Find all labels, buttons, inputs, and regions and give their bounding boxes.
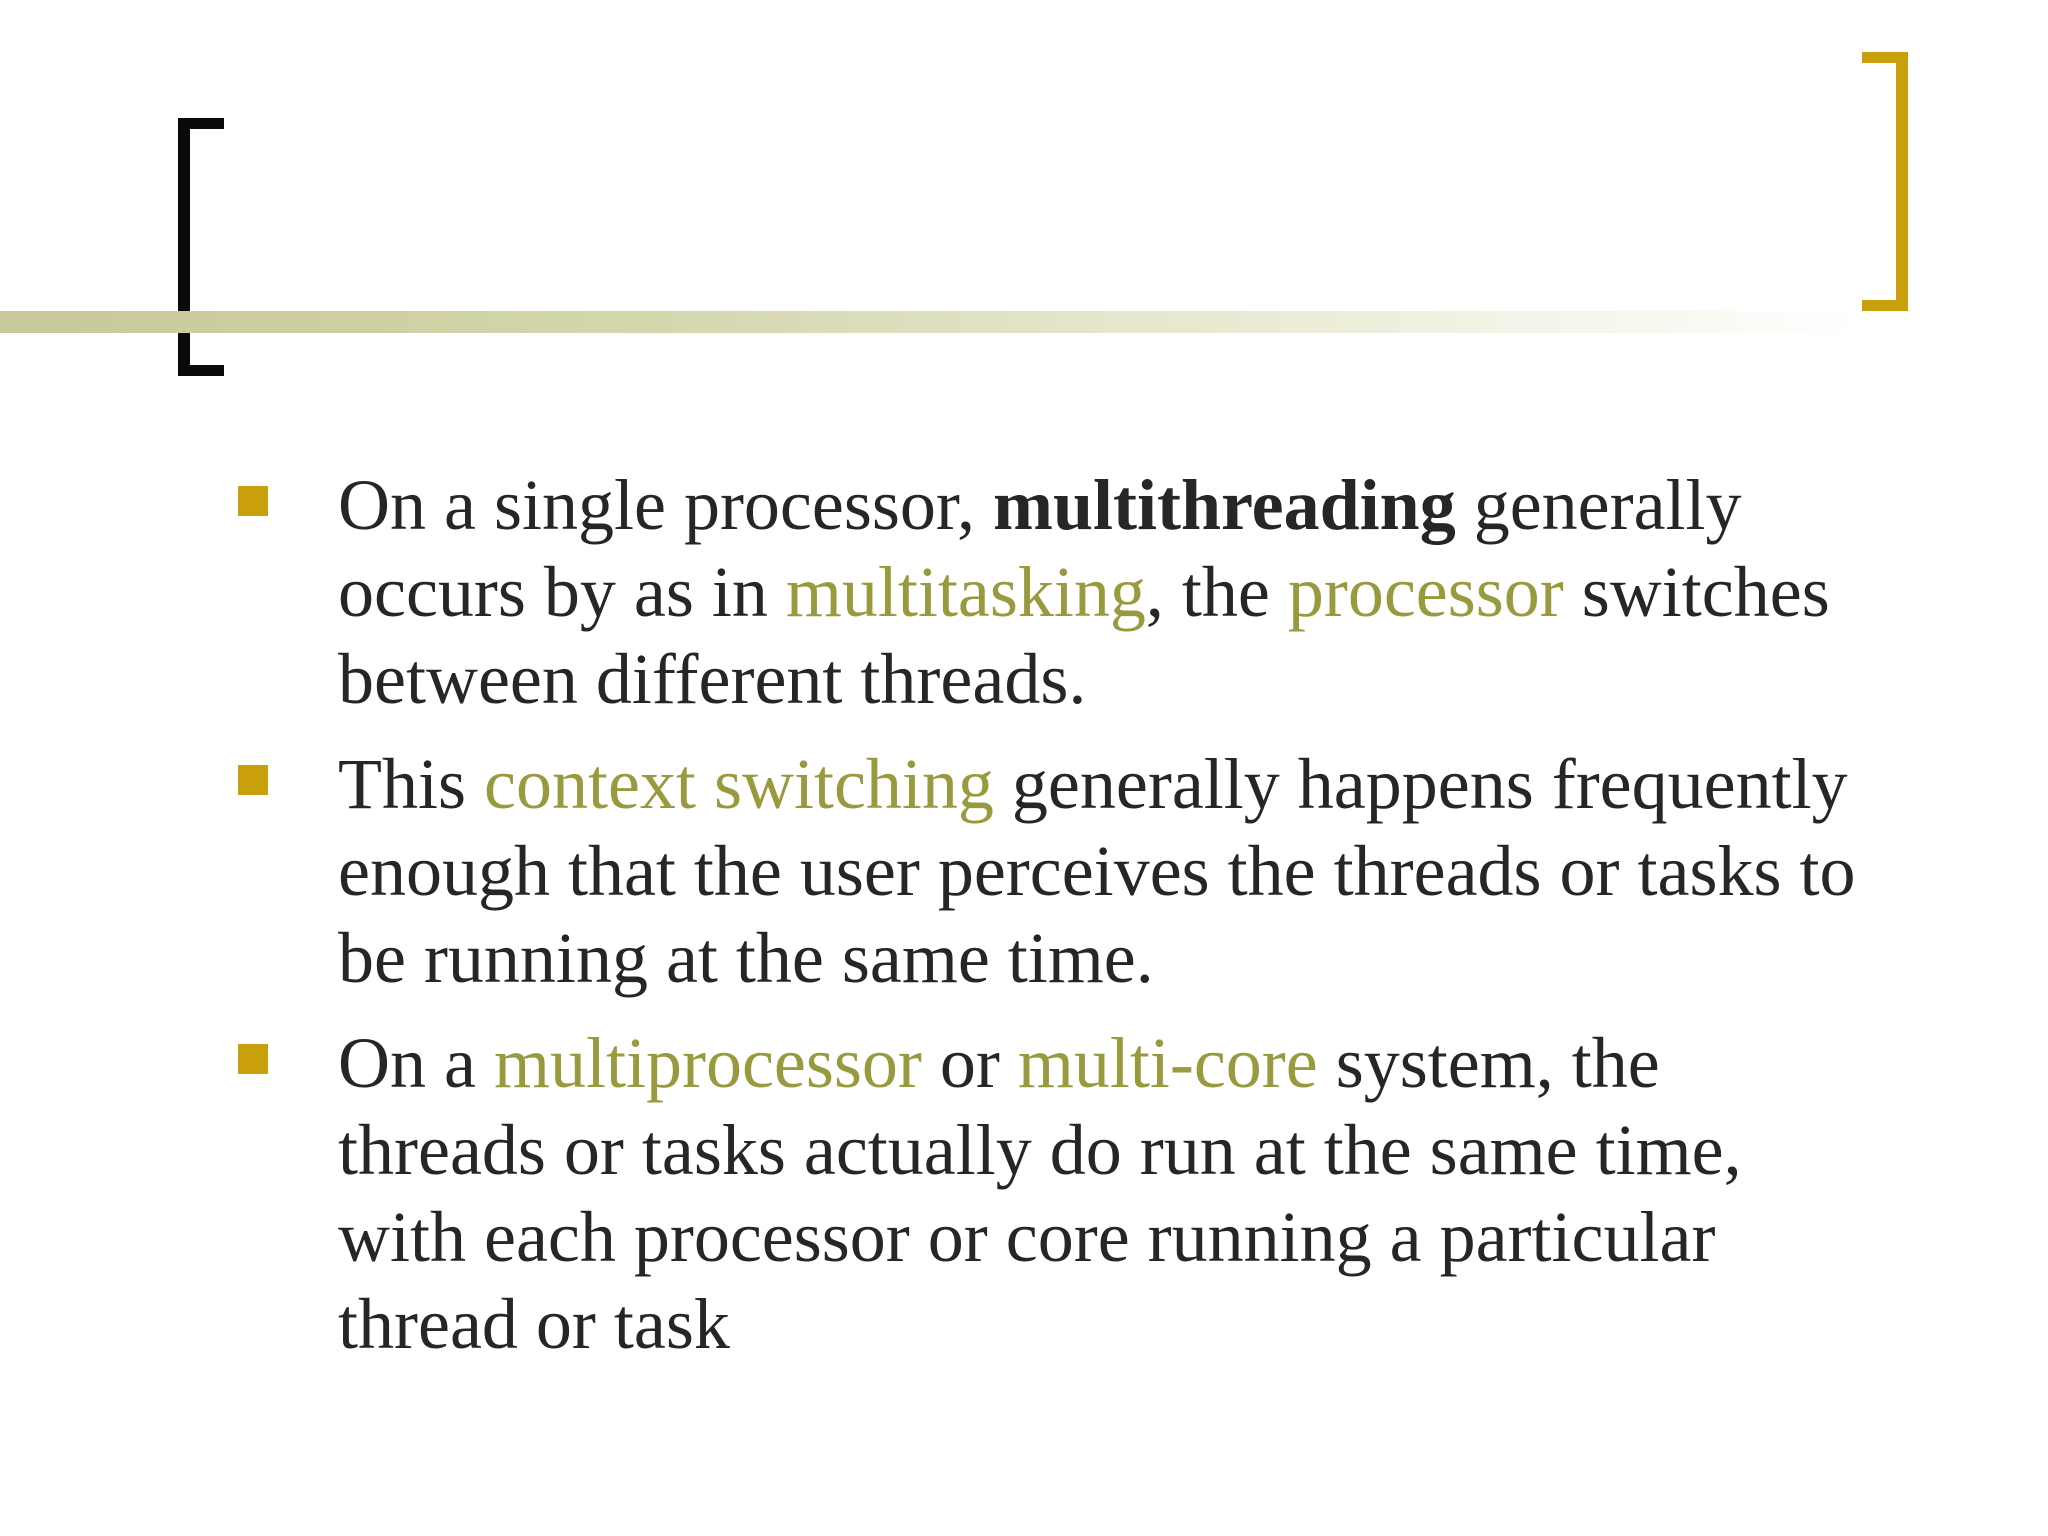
bullet-list (238, 462, 1878, 1386)
term-context-switching-link[interactable]: context switching (484, 744, 994, 824)
bullet-item-1 (238, 462, 1878, 723)
bullet-3-text (338, 1023, 1742, 1364)
text-run: system, the threads or tasks actually do run at the same time, with each processor or core running a particular thread or task (338, 1023, 1742, 1364)
bullet-2-text (338, 744, 1856, 998)
term-processor-link[interactable]: processor (1287, 552, 1564, 632)
term-multi-core-link[interactable]: multi-core (1017, 1023, 1318, 1103)
bullet-item-3 (238, 1020, 1878, 1368)
bullet-1-text (338, 465, 1830, 719)
text-run: This (338, 744, 485, 824)
text-run: On a (338, 1023, 494, 1103)
term-multiprocessor-link[interactable]: multiprocessor (493, 1023, 922, 1103)
term-multithreading: multithreading (992, 465, 1456, 545)
text-run: , the (1145, 552, 1288, 632)
text-run: switches between different threads. (338, 552, 1830, 719)
term-multitasking-link[interactable]: multitasking (785, 552, 1146, 632)
square-bullet-icon (238, 486, 268, 516)
square-bullet-icon (238, 1044, 268, 1074)
text-run: generally happens frequently enough that the user perceives the threads or tasks to be running at the same time. (338, 744, 1856, 998)
bullet-item-2 (238, 741, 1878, 1002)
title-divider-rule (0, 311, 1860, 333)
text-run: or (921, 1023, 1018, 1103)
right-bracket-decoration (1862, 52, 1908, 311)
square-bullet-icon (238, 765, 268, 795)
left-bracket-decoration (178, 118, 224, 376)
text-run: On a single processor, (338, 465, 993, 545)
text-run: generally occurs by as in (338, 465, 1742, 632)
